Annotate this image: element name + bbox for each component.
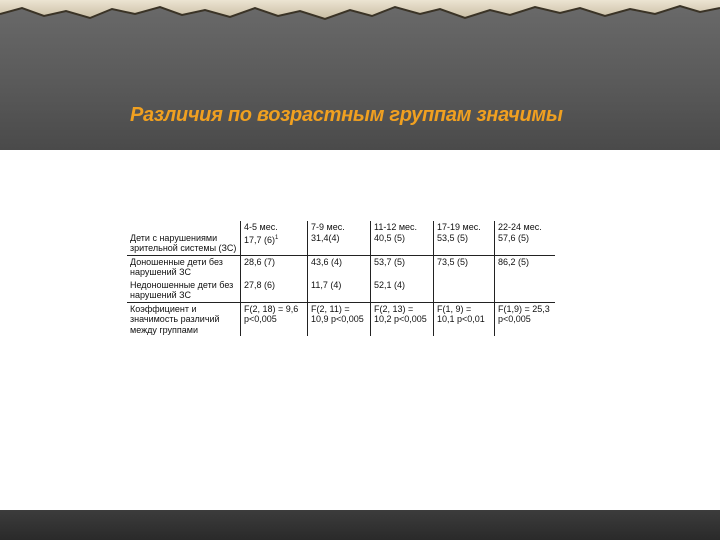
cell-value: 86,2 (5) bbox=[495, 255, 556, 279]
row-label-premature: Недоношенные дети без нарушений ЗС bbox=[127, 279, 241, 303]
cell-value: 11,7 (4) bbox=[308, 279, 371, 303]
row-label-coefficient: Коэффициент и значимость различий между группами bbox=[130, 303, 220, 335]
cell-value: 27,8 (6) bbox=[241, 279, 308, 303]
table-row bbox=[127, 302, 555, 336]
cell-value: 57,6 (5) bbox=[498, 232, 530, 243]
table-cell bbox=[495, 221, 556, 255]
table-cell bbox=[434, 221, 495, 255]
row-label-full-term: Доношенные дети без нарушений ЗС bbox=[130, 256, 223, 277]
cell-value: 40,5 (5) bbox=[374, 232, 406, 243]
slide-footer-band bbox=[0, 510, 720, 540]
column-header-22-24: 22-24 мес. bbox=[498, 222, 542, 232]
cell-value: F(2, 18) = 9,6 p<0,005 bbox=[241, 302, 308, 336]
column-header-4-5: 4-5 мес. bbox=[244, 222, 278, 232]
row-label-visual-impairment bbox=[127, 221, 241, 255]
table-cell bbox=[308, 221, 371, 255]
cell-value: 52,1 (4) bbox=[371, 279, 434, 303]
results-table bbox=[127, 221, 555, 336]
cell-value: 43,6 (4) bbox=[308, 255, 371, 279]
column-header-7-9: 7-9 мес. bbox=[311, 222, 345, 232]
cell-value: 31,4(4) bbox=[311, 232, 340, 243]
cell-value: 53,7 (5) bbox=[371, 255, 434, 279]
table-cell: 4-5 мес. 17,7 $(6)^1$ bbox=[241, 221, 308, 255]
column-header-17-19: 17-19 мес. bbox=[437, 222, 481, 232]
cell-value: 28,6 (7) bbox=[241, 255, 308, 279]
cell-value: F(1,9) = 25,3 p<0,005 bbox=[495, 302, 556, 336]
table-row bbox=[127, 279, 555, 303]
cell-value: F(1, 9) = 10,1 p<0,01 bbox=[434, 302, 495, 336]
column-header-11-12: 11-12 мес. bbox=[374, 222, 418, 232]
slide-header-band bbox=[0, 0, 720, 150]
cell-value: 17,7 (6) bbox=[244, 234, 276, 245]
table-header-and-first-row bbox=[127, 221, 555, 255]
slide-title: Различия по возрастным группам значимы bbox=[130, 104, 563, 126]
table-row bbox=[127, 255, 555, 279]
table-cell bbox=[371, 221, 434, 255]
cell-value bbox=[434, 279, 495, 303]
row-label-text: Дети с нарушениями зрительной системы (ЗС) bbox=[130, 232, 237, 253]
cell-value: 73,5 (5) bbox=[434, 255, 495, 279]
torn-paper-edge bbox=[0, 0, 720, 26]
cell-value bbox=[495, 279, 556, 303]
cell-value: 53,5 (5) bbox=[437, 232, 469, 243]
cell-value: F(2, 11) = 10,9 p<0,005 bbox=[308, 302, 371, 336]
cell-value: F(2, 13) = 10,2 p<0,005 bbox=[371, 302, 434, 336]
